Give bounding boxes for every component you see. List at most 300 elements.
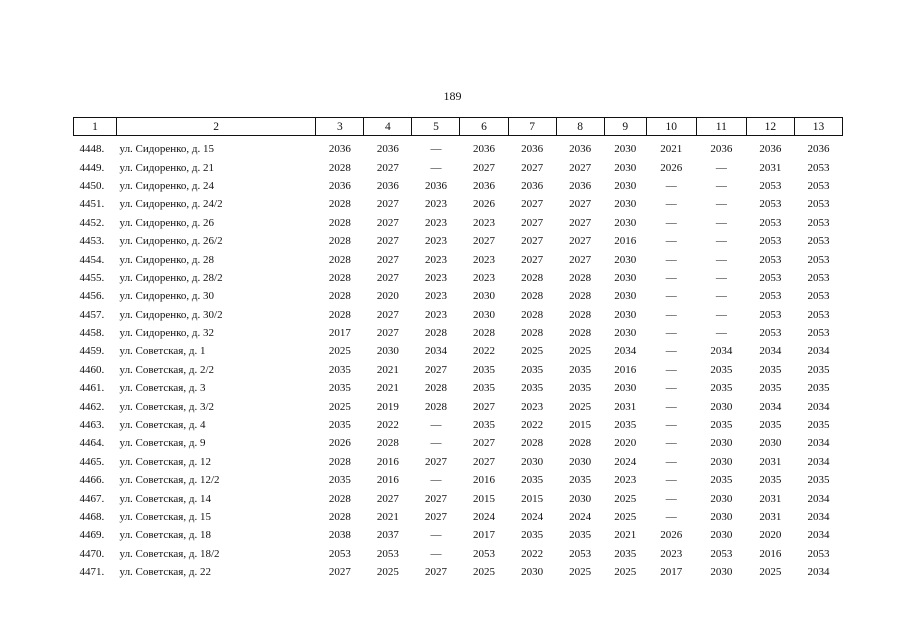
year-cell: 2027 <box>521 253 544 266</box>
year-cell: 2027 <box>424 492 447 505</box>
year-cell: 2028 <box>328 271 351 284</box>
address-cell: ул. Советская, д. 18 <box>119 529 211 542</box>
year-cell: 2028 <box>569 327 592 340</box>
year-cell: 2030 <box>614 271 637 284</box>
year-cell: 2035 <box>569 474 592 487</box>
year-cell: 2027 <box>473 437 496 450</box>
row-number: 4468. <box>79 511 105 523</box>
year-cell: 2023 <box>660 547 683 560</box>
address-cell: ул. Советская, д. 22 <box>119 566 211 579</box>
year-cell: 2053 <box>759 253 782 266</box>
year-cell: — <box>715 253 727 266</box>
year-cell: 2030 <box>710 529 733 542</box>
year-cell: 2028 <box>569 437 592 450</box>
year-cell: 2028 <box>328 198 351 211</box>
year-cell: 2036 <box>473 179 496 192</box>
year-cell: 2035 <box>759 419 782 432</box>
row-number: 4471. <box>79 566 105 579</box>
row-number: 4464. <box>79 437 105 450</box>
year-cell: 2053 <box>807 216 830 229</box>
table-row <box>74 545 843 563</box>
year-cell: 2027 <box>376 198 399 211</box>
year-cell: 2036 <box>710 143 733 156</box>
year-cell: 2027 <box>521 198 544 211</box>
year-cell: — <box>430 547 442 560</box>
year-cell: 2016 <box>614 363 637 376</box>
year-cell: 2028 <box>328 253 351 266</box>
year-cell: 2053 <box>759 308 782 321</box>
year-cell: 2022 <box>376 419 399 432</box>
year-cell: 2053 <box>759 198 782 211</box>
year-cell: — <box>715 179 727 192</box>
table-row <box>74 250 843 268</box>
table-row <box>74 214 843 232</box>
year-cell: 2035 <box>521 529 544 542</box>
year-cell: 2036 <box>424 179 447 192</box>
year-cell: 2036 <box>328 179 351 192</box>
row-number: 4448. <box>79 143 105 156</box>
year-cell: 2053 <box>569 547 592 560</box>
year-cell: 2035 <box>710 474 733 487</box>
year-cell: 2053 <box>807 179 830 192</box>
year-cell: 2019 <box>376 400 399 413</box>
year-cell: 2023 <box>521 400 544 413</box>
year-cell: 2053 <box>473 547 496 560</box>
column-header-5: 5 <box>412 118 460 136</box>
row-number: 4456. <box>79 290 105 303</box>
year-cell: 2023 <box>473 271 496 284</box>
year-cell: 2030 <box>614 198 637 211</box>
year-cell: 2035 <box>328 382 351 395</box>
year-cell: 2030 <box>473 308 496 321</box>
year-cell: 2035 <box>328 419 351 432</box>
year-cell: 2030 <box>376 345 399 358</box>
table-row <box>74 324 843 342</box>
table-row <box>74 306 843 324</box>
year-cell: 2028 <box>569 271 592 284</box>
year-cell: 2036 <box>759 143 782 156</box>
year-cell: 2035 <box>473 382 496 395</box>
year-cell: 2021 <box>660 143 683 156</box>
year-cell: 2028 <box>521 327 544 340</box>
address-cell: ул. Советская, д. 14 <box>119 492 211 505</box>
year-cell: 2021 <box>376 382 399 395</box>
year-cell: 2030 <box>710 566 733 579</box>
year-cell: 2027 <box>376 271 399 284</box>
year-cell: 2035 <box>614 419 637 432</box>
year-cell: 2030 <box>710 437 733 450</box>
year-cell: 2028 <box>328 511 351 523</box>
year-cell: 2035 <box>473 363 496 376</box>
year-cell: 2025 <box>376 566 399 579</box>
row-number: 4455. <box>79 271 105 284</box>
year-cell: 2022 <box>521 419 544 432</box>
row-number: 4452. <box>79 216 105 229</box>
year-cell: 2027 <box>376 161 399 174</box>
year-cell: 2017 <box>328 327 351 340</box>
year-cell: 2034 <box>807 345 830 358</box>
table-row <box>74 269 843 287</box>
year-cell: 2026 <box>660 161 683 174</box>
year-cell: 2036 <box>473 143 496 156</box>
row-number: 4451. <box>79 198 105 211</box>
column-header-6: 6 <box>460 118 508 136</box>
table-row <box>74 158 843 176</box>
year-cell: 2035 <box>759 382 782 395</box>
year-cell: 2027 <box>424 511 447 523</box>
table-row <box>74 489 843 507</box>
year-cell: 2035 <box>521 382 544 395</box>
year-cell: 2035 <box>710 382 733 395</box>
column-header-12: 12 <box>746 118 794 136</box>
year-cell: — <box>715 161 727 174</box>
year-cell: — <box>665 345 677 358</box>
year-cell: 2035 <box>710 363 733 376</box>
table-row <box>74 379 843 397</box>
year-cell: 2028 <box>521 437 544 450</box>
year-cell: 2031 <box>614 400 637 413</box>
row-number: 4450. <box>79 179 105 192</box>
year-cell: 2027 <box>569 235 592 248</box>
year-cell: — <box>665 253 677 266</box>
column-header-9: 9 <box>604 118 646 136</box>
year-cell: 2027 <box>376 327 399 340</box>
year-cell: 2028 <box>328 455 351 468</box>
year-cell: 2035 <box>807 382 830 395</box>
year-cell: 2035 <box>569 382 592 395</box>
year-cell: 2034 <box>759 400 782 413</box>
address-cell: ул. Сидоренко, д. 15 <box>119 143 215 156</box>
year-cell: — <box>665 198 677 211</box>
year-cell: 2034 <box>710 345 733 358</box>
year-cell: 2027 <box>376 308 399 321</box>
year-cell: 2030 <box>614 327 637 340</box>
year-cell: 2035 <box>759 363 782 376</box>
year-cell: 2053 <box>759 290 782 303</box>
address-cell: ул. Сидоренко, д. 28 <box>119 253 215 266</box>
year-cell: 2025 <box>759 566 782 579</box>
year-cell: 2036 <box>807 143 830 156</box>
year-cell: 2027 <box>328 566 351 579</box>
year-cell: 2053 <box>759 216 782 229</box>
address-cell: ул. Советская, д. 15 <box>119 511 211 523</box>
year-cell: 2028 <box>328 492 351 505</box>
year-cell: 2036 <box>521 143 544 156</box>
year-cell: 2035 <box>614 547 637 560</box>
page-number: 189 <box>443 89 462 103</box>
year-cell: 2053 <box>710 547 733 560</box>
year-cell: — <box>665 400 677 413</box>
year-cell: 2023 <box>424 235 447 248</box>
year-cell: — <box>430 437 442 450</box>
year-cell: 2030 <box>473 290 496 303</box>
year-cell: 2027 <box>521 216 544 229</box>
row-number: 4457. <box>79 308 105 321</box>
year-cell: 2028 <box>521 308 544 321</box>
year-cell: — <box>665 455 677 468</box>
row-number: 4453. <box>79 235 105 248</box>
year-cell: 2027 <box>424 566 447 579</box>
year-cell: 2035 <box>328 474 351 487</box>
year-cell: 2020 <box>376 290 399 303</box>
year-cell: — <box>430 419 442 432</box>
year-cell: 2030 <box>614 179 637 192</box>
row-number: 4462. <box>79 400 105 413</box>
year-cell: 2027 <box>569 253 592 266</box>
year-cell: — <box>430 474 442 487</box>
year-cell: 2035 <box>807 419 830 432</box>
year-cell: 2021 <box>376 511 399 523</box>
year-cell: 2017 <box>660 566 683 579</box>
year-cell: 2028 <box>424 400 447 413</box>
year-cell: 2015 <box>521 492 544 505</box>
year-cell: 2027 <box>569 161 592 174</box>
column-header-13: 13 <box>794 118 842 136</box>
year-cell: 2028 <box>328 216 351 229</box>
year-cell: — <box>665 363 677 376</box>
table-row <box>74 397 843 415</box>
year-cell: 2053 <box>807 235 830 248</box>
year-cell: 2031 <box>759 161 782 174</box>
year-cell: — <box>665 216 677 229</box>
year-cell: 2035 <box>328 363 351 376</box>
year-cell: 2027 <box>376 235 399 248</box>
table-row <box>74 434 843 452</box>
address-cell: ул. Сидоренко, д. 32 <box>119 327 215 340</box>
year-cell: 2030 <box>521 566 544 579</box>
year-cell: 2023 <box>473 216 496 229</box>
column-header-4: 4 <box>364 118 412 136</box>
year-cell: 2025 <box>569 566 592 579</box>
year-cell: 2053 <box>807 547 830 560</box>
year-cell: — <box>665 179 677 192</box>
table-row <box>74 136 843 159</box>
year-cell: — <box>715 216 727 229</box>
year-cell: — <box>715 327 727 340</box>
year-cell: 2035 <box>759 474 782 487</box>
year-cell: 2030 <box>614 308 637 321</box>
address-cell: ул. Сидоренко, д. 30 <box>119 290 215 303</box>
year-cell: — <box>665 327 677 340</box>
year-cell: 2028 <box>521 290 544 303</box>
year-cell: 2025 <box>614 566 637 579</box>
year-cell: — <box>665 382 677 395</box>
year-cell: 2023 <box>424 198 447 211</box>
year-cell: 2025 <box>328 400 351 413</box>
year-cell: 2030 <box>569 492 592 505</box>
year-cell: 2031 <box>759 511 782 523</box>
year-cell: — <box>715 290 727 303</box>
table-body <box>74 136 843 582</box>
address-cell: ул. Советская, д. 18/2 <box>119 547 220 560</box>
year-cell: 2023 <box>424 290 447 303</box>
year-cell: 2036 <box>376 179 399 192</box>
year-cell: 2053 <box>759 327 782 340</box>
year-cell: 2053 <box>807 271 830 284</box>
year-cell: — <box>430 529 442 542</box>
year-cell: 2020 <box>759 529 782 542</box>
row-number: 4460. <box>79 363 105 376</box>
year-cell: 2017 <box>473 529 496 542</box>
row-number: 4459. <box>79 345 105 358</box>
year-cell: 2053 <box>807 161 830 174</box>
address-cell: ул. Советская, д. 9 <box>119 437 206 450</box>
year-cell: 2028 <box>521 271 544 284</box>
year-cell: 2027 <box>424 455 447 468</box>
year-cell: 2034 <box>759 345 782 358</box>
year-cell: 2053 <box>807 253 830 266</box>
address-cell: ул. Сидоренко, д. 26/2 <box>119 235 223 248</box>
column-header-7: 7 <box>508 118 556 136</box>
year-cell: 2023 <box>424 216 447 229</box>
table-row <box>74 563 843 581</box>
row-number: 4469. <box>79 529 105 542</box>
year-cell: 2026 <box>660 529 683 542</box>
table-row <box>74 526 843 544</box>
year-cell: — <box>430 143 442 156</box>
row-number: 4461. <box>79 382 105 395</box>
year-cell: 2027 <box>521 161 544 174</box>
year-cell: 2028 <box>569 308 592 321</box>
year-cell: 2025 <box>569 400 592 413</box>
year-cell: 2021 <box>376 363 399 376</box>
address-cell: ул. Советская, д. 2/2 <box>119 363 214 376</box>
year-cell: — <box>665 492 677 505</box>
address-cell: ул. Советская, д. 1 <box>119 345 206 358</box>
year-cell: 2036 <box>328 143 351 156</box>
year-cell: 2053 <box>376 547 399 560</box>
year-cell: 2023 <box>424 271 447 284</box>
year-cell: 2028 <box>376 437 399 450</box>
year-cell: 2028 <box>328 161 351 174</box>
year-cell: 2016 <box>473 474 496 487</box>
year-cell: 2035 <box>521 474 544 487</box>
table-row <box>74 342 843 360</box>
year-cell: 2028 <box>424 382 447 395</box>
year-cell: — <box>665 419 677 432</box>
year-cell: — <box>715 271 727 284</box>
year-cell: 2025 <box>614 511 637 523</box>
column-header-8: 8 <box>556 118 604 136</box>
address-cell: ул. Советская, д. 4 <box>119 419 206 432</box>
year-cell: 2034 <box>807 529 830 542</box>
year-cell: 2028 <box>473 327 496 340</box>
address-cell: ул. Сидоренко, д. 28/2 <box>119 271 223 284</box>
address-cell: ул. Сидоренко, д. 26 <box>119 216 215 229</box>
year-cell: — <box>665 474 677 487</box>
year-cell: 2053 <box>807 198 830 211</box>
year-cell: 2037 <box>376 529 399 542</box>
year-cell: 2053 <box>328 547 351 560</box>
year-cell: 2036 <box>569 143 592 156</box>
year-cell: 2053 <box>759 179 782 192</box>
year-cell: 2016 <box>759 547 782 560</box>
year-cell: 2024 <box>473 511 496 523</box>
year-cell: 2035 <box>569 363 592 376</box>
address-cell: ул. Сидоренко, д. 24 <box>119 179 215 192</box>
year-cell: 2024 <box>521 511 544 523</box>
row-number: 4458. <box>79 327 105 340</box>
year-cell: 2053 <box>759 235 782 248</box>
row-number: 4454. <box>79 253 105 266</box>
year-cell: 2020 <box>614 437 637 450</box>
row-number: 4449. <box>79 161 105 174</box>
address-cell: ул. Советская, д. 12/2 <box>119 474 220 487</box>
year-cell: 2038 <box>328 529 351 542</box>
year-cell: 2035 <box>807 474 830 487</box>
year-cell: — <box>665 511 677 523</box>
year-cell: 2016 <box>376 474 399 487</box>
year-cell: 2030 <box>710 492 733 505</box>
year-cell: 2035 <box>710 419 733 432</box>
table-row <box>74 361 843 379</box>
year-cell: 2030 <box>710 400 733 413</box>
year-cell: 2034 <box>807 492 830 505</box>
column-header-1: 1 <box>74 118 117 136</box>
table-row <box>74 416 843 434</box>
address-cell: ул. Сидоренко, д. 24/2 <box>119 198 223 211</box>
year-cell: 2030 <box>614 253 637 266</box>
year-cell: 2027 <box>473 400 496 413</box>
table-row <box>74 287 843 305</box>
year-cell: 2053 <box>807 290 830 303</box>
row-number: 4466. <box>79 474 105 487</box>
year-cell: 2034 <box>807 437 830 450</box>
address-cell: ул. Советская, д. 3 <box>119 382 206 395</box>
year-cell: 2035 <box>521 363 544 376</box>
year-cell: 2023 <box>424 308 447 321</box>
table-row <box>74 232 843 250</box>
year-cell: 2035 <box>569 529 592 542</box>
year-cell: 2030 <box>614 143 637 156</box>
year-cell: 2034 <box>807 455 830 468</box>
year-cell: 2027 <box>569 216 592 229</box>
year-cell: 2027 <box>521 235 544 248</box>
year-cell: 2016 <box>614 235 637 248</box>
year-cell: 2030 <box>614 216 637 229</box>
year-cell: 2024 <box>569 511 592 523</box>
year-cell: 2028 <box>328 235 351 248</box>
year-cell: 2025 <box>521 345 544 358</box>
table-row <box>74 508 843 526</box>
year-cell: — <box>430 161 442 174</box>
year-cell: 2026 <box>328 437 351 450</box>
year-cell: 2036 <box>521 179 544 192</box>
year-cell: 2031 <box>759 492 782 505</box>
year-cell: 2035 <box>807 363 830 376</box>
year-cell: 2027 <box>473 455 496 468</box>
housing-register-table <box>73 117 843 581</box>
year-cell: — <box>665 308 677 321</box>
address-cell: ул. Сидоренко, д. 30/2 <box>119 308 223 321</box>
year-cell: 2053 <box>759 271 782 284</box>
year-cell: 2027 <box>473 161 496 174</box>
year-cell: — <box>715 308 727 321</box>
year-cell: 2053 <box>807 308 830 321</box>
year-cell: 2027 <box>376 216 399 229</box>
year-cell: — <box>665 290 677 303</box>
year-cell: 2016 <box>376 455 399 468</box>
year-cell: 2025 <box>569 345 592 358</box>
year-cell: — <box>715 198 727 211</box>
year-cell: 2025 <box>473 566 496 579</box>
year-cell: 2027 <box>424 363 447 376</box>
row-number: 4467. <box>79 492 105 505</box>
year-cell: 2023 <box>614 474 637 487</box>
table-row <box>74 453 843 471</box>
year-cell: 2023 <box>424 253 447 266</box>
year-cell: — <box>665 235 677 248</box>
